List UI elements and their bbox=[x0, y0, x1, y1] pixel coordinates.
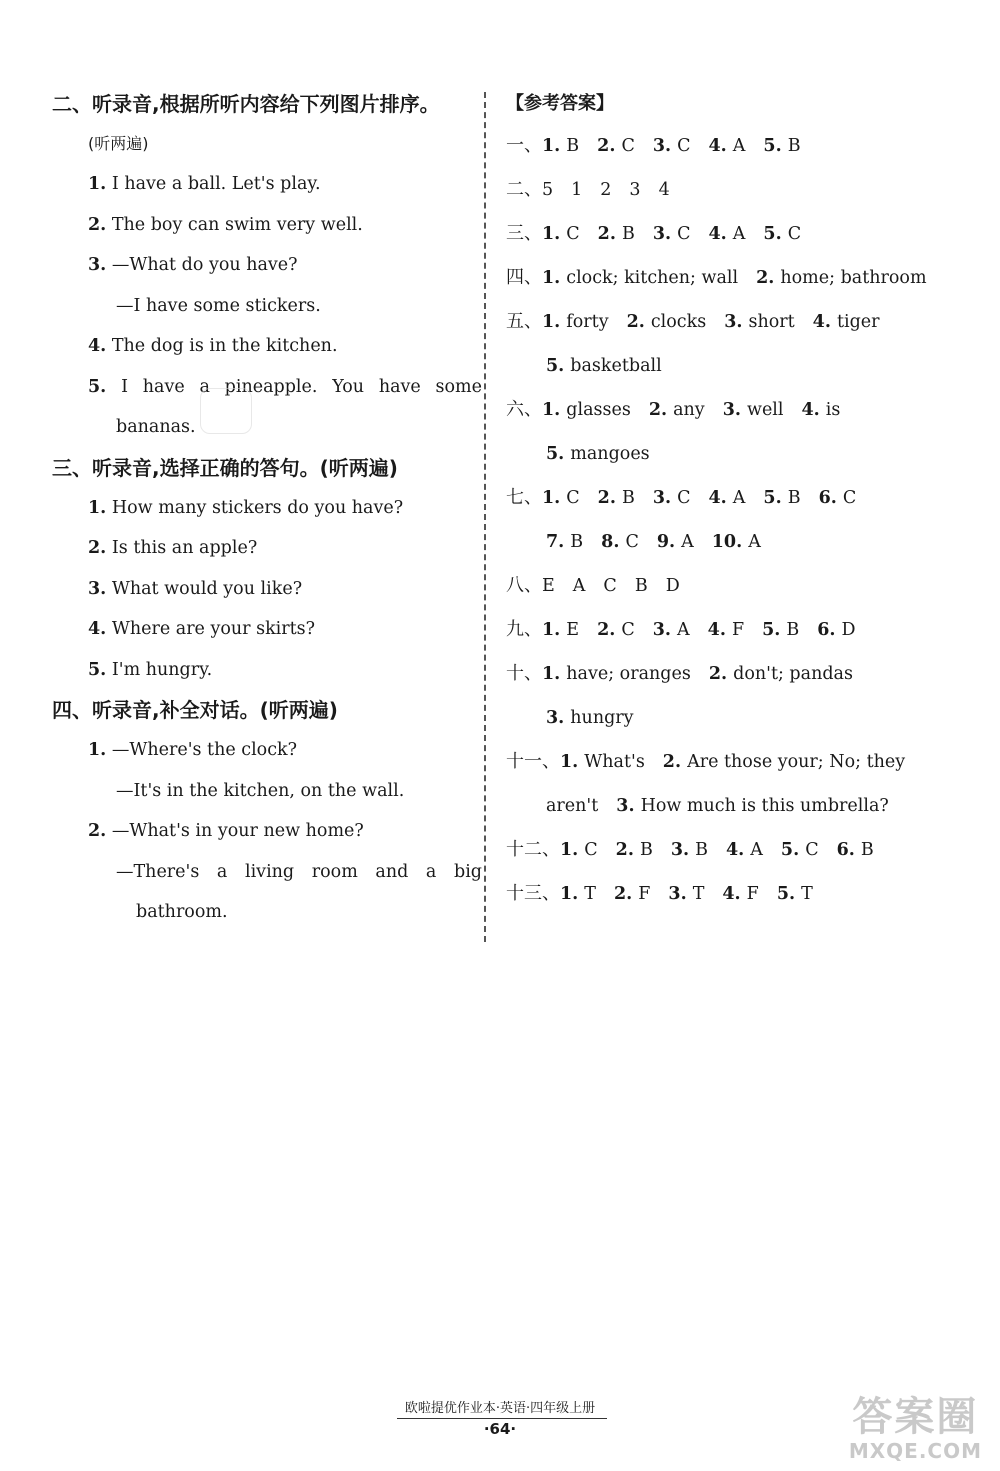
answer-value: B bbox=[621, 224, 635, 244]
answer-value: A bbox=[750, 840, 763, 860]
answer-item bbox=[653, 476, 691, 520]
section-2-note: (听两遍) bbox=[88, 134, 149, 153]
answer-number: 1. bbox=[560, 884, 579, 904]
item-number: 5. bbox=[88, 376, 107, 397]
footer-rule bbox=[397, 1418, 607, 1419]
answer-row bbox=[506, 740, 976, 784]
section-3-items bbox=[52, 488, 482, 691]
script-text: The boy can swim very well. bbox=[111, 214, 363, 235]
answer-number: 3. bbox=[652, 620, 672, 640]
answer-item bbox=[762, 608, 799, 652]
answer-item bbox=[726, 828, 763, 872]
answer-item bbox=[560, 740, 645, 784]
answer-number: 1. bbox=[542, 400, 561, 420]
answer-item bbox=[601, 520, 639, 564]
answer-section-label: 六、 bbox=[506, 399, 542, 420]
section-3-heading: 三、听录音,选择正确的答句。(听两遍) bbox=[52, 455, 398, 480]
answer-value: C bbox=[566, 224, 580, 244]
script-line bbox=[52, 245, 482, 286]
answer-value: T bbox=[692, 884, 705, 904]
answer-number: 3. bbox=[616, 796, 635, 816]
item-number: 2. bbox=[88, 538, 107, 558]
answer-number: 4. bbox=[725, 840, 745, 860]
answer-number: 2. bbox=[756, 268, 775, 288]
watermark-bottom-text: MXQE.COM bbox=[848, 1439, 982, 1463]
answer-number: 6. bbox=[818, 488, 837, 508]
answer-value: B bbox=[695, 840, 708, 860]
answer-item bbox=[542, 168, 553, 212]
answer-value: mangoes bbox=[570, 444, 650, 464]
answer-item bbox=[819, 476, 857, 520]
answer-value: A bbox=[677, 620, 690, 640]
answer-number: 1. bbox=[542, 224, 561, 244]
answer-number: 3. bbox=[668, 884, 687, 904]
script-text: —I have some stickers. bbox=[116, 295, 321, 316]
answer-value: B bbox=[786, 620, 800, 640]
answer-item bbox=[709, 124, 746, 168]
answer-number: 3. bbox=[546, 708, 565, 728]
answer-number: 1. bbox=[560, 752, 579, 772]
answer-value: C bbox=[625, 532, 639, 552]
answer-item bbox=[629, 168, 640, 212]
answer-item bbox=[781, 828, 819, 872]
script-text: —Where's the clock? bbox=[111, 740, 297, 760]
item-number: 2. bbox=[88, 821, 107, 841]
script-line bbox=[52, 488, 482, 529]
answer-value: E bbox=[566, 620, 580, 640]
answer-item bbox=[598, 476, 635, 520]
section-4-heading: 四、听录音,补全对话。(听两遍) bbox=[52, 698, 338, 722]
answer-section-label: 八、 bbox=[506, 575, 542, 596]
answer-number: 4. bbox=[722, 884, 741, 904]
answer-number: 1. bbox=[542, 620, 561, 640]
answer-item bbox=[542, 564, 555, 608]
script-text: I have a pineapple. You have some bbox=[121, 376, 482, 397]
answer-item bbox=[614, 872, 650, 916]
script-line bbox=[52, 205, 482, 246]
page-number: ·64· bbox=[483, 1420, 517, 1438]
script-text: Where are your skirts? bbox=[111, 619, 316, 639]
answer-number: 5. bbox=[546, 356, 565, 376]
answer-item bbox=[573, 564, 586, 608]
answer-number: 1. bbox=[542, 268, 561, 288]
item-number: 2. bbox=[88, 214, 107, 235]
answer-row bbox=[506, 300, 976, 344]
answer-item bbox=[763, 124, 800, 168]
answer-row bbox=[506, 652, 976, 696]
answer-value: B bbox=[621, 488, 635, 508]
answer-value: B bbox=[566, 136, 580, 156]
item-number: 4. bbox=[88, 619, 107, 639]
item-number: 3. bbox=[88, 578, 107, 599]
answer-item bbox=[635, 564, 648, 608]
section-4-items bbox=[52, 730, 482, 933]
answer-row bbox=[506, 872, 976, 916]
answer-item bbox=[542, 476, 580, 520]
answer-item bbox=[657, 520, 694, 564]
answer-number: 2. bbox=[615, 840, 634, 860]
answer-number: 4. bbox=[812, 312, 831, 332]
script-text: What would you like? bbox=[111, 578, 303, 599]
answer-number: 2. bbox=[597, 488, 616, 508]
answer-value: well bbox=[746, 400, 784, 420]
answer-value: 3 bbox=[629, 180, 641, 200]
answer-item bbox=[546, 784, 598, 828]
answer-item bbox=[709, 652, 853, 696]
answer-item bbox=[560, 828, 598, 872]
answer-row bbox=[506, 828, 976, 872]
item-number: 4. bbox=[88, 336, 107, 356]
answer-item bbox=[649, 388, 705, 432]
answer-item bbox=[616, 828, 653, 872]
answer-key-column bbox=[506, 84, 976, 916]
answer-item bbox=[712, 520, 761, 564]
answer-item bbox=[813, 300, 880, 344]
answer-number: 5. bbox=[763, 136, 782, 156]
answer-item bbox=[653, 212, 691, 256]
answer-value: don't; pandas bbox=[733, 664, 853, 684]
answer-number: 2. bbox=[613, 884, 633, 904]
answer-number: 5. bbox=[776, 884, 796, 904]
answer-number: 2. bbox=[708, 664, 728, 684]
answer-item bbox=[837, 828, 874, 872]
script-line bbox=[52, 326, 482, 367]
answer-value: F bbox=[746, 884, 759, 904]
answer-value: 1 bbox=[571, 180, 583, 200]
answer-section-label: 十、 bbox=[506, 663, 542, 684]
answer-number: 1. bbox=[560, 840, 579, 860]
answer-item bbox=[663, 740, 905, 784]
answer-number: 3. bbox=[652, 224, 672, 244]
answer-value: is bbox=[825, 400, 841, 420]
answer-number: 3. bbox=[652, 488, 672, 508]
answer-section-label: 二、 bbox=[506, 179, 542, 200]
answer-item bbox=[546, 432, 650, 476]
answer-item bbox=[560, 872, 596, 916]
answer-number: 9. bbox=[656, 532, 676, 552]
answer-section-label: 十二、 bbox=[506, 839, 560, 860]
answer-value: What's bbox=[584, 752, 645, 772]
answer-number: 3. bbox=[652, 136, 672, 156]
answer-value: B bbox=[787, 488, 801, 508]
answer-row bbox=[506, 696, 976, 740]
script-text: —What do you have? bbox=[111, 255, 298, 275]
answer-value: C bbox=[677, 224, 691, 244]
answer-item bbox=[763, 212, 801, 256]
answer-value: B bbox=[860, 840, 874, 860]
script-line-continued bbox=[52, 892, 482, 933]
script-text: How many stickers do you have? bbox=[111, 497, 404, 518]
section-2-heading: 二、听录音,根据所听内容给下列图片排序。 bbox=[52, 92, 440, 116]
answer-number: 10. bbox=[711, 532, 743, 552]
answer-value: C bbox=[621, 136, 635, 156]
answer-item bbox=[708, 608, 744, 652]
answer-item bbox=[542, 652, 691, 696]
answer-number: 4. bbox=[708, 136, 727, 156]
answer-value: A bbox=[732, 136, 746, 156]
answer-row bbox=[506, 476, 976, 520]
answer-value: 2 bbox=[600, 180, 612, 200]
script-text: —There's a living room and a big bbox=[116, 861, 482, 882]
answer-row bbox=[506, 344, 976, 388]
answer-section-label: 十一、 bbox=[506, 751, 560, 772]
script-line-continued bbox=[52, 852, 482, 893]
answer-item bbox=[817, 608, 855, 652]
answer-item bbox=[542, 256, 738, 300]
answer-value: A bbox=[681, 532, 694, 552]
script-line bbox=[52, 569, 482, 610]
answer-number: 2. bbox=[597, 224, 616, 244]
item-number: 3. bbox=[88, 255, 107, 275]
answer-item bbox=[542, 300, 609, 344]
answer-value: T bbox=[801, 884, 813, 904]
answer-number: 6. bbox=[817, 620, 836, 640]
answer-item bbox=[722, 872, 758, 916]
answer-value: A bbox=[748, 532, 761, 552]
column-divider bbox=[484, 92, 486, 942]
answer-item bbox=[571, 168, 582, 212]
answer-number: 4. bbox=[708, 488, 727, 508]
answer-item bbox=[600, 168, 611, 212]
answer-item bbox=[603, 564, 616, 608]
answer-number: 2. bbox=[597, 620, 616, 640]
answer-rows bbox=[506, 124, 976, 916]
answer-section-label: 十三、 bbox=[506, 883, 560, 904]
answer-item bbox=[659, 168, 670, 212]
answer-value: E bbox=[542, 576, 555, 596]
answer-row bbox=[506, 608, 976, 652]
footer-book-title: 欧啦提优作业本·英语·四年级上册 bbox=[404, 1401, 596, 1416]
answer-item bbox=[597, 608, 635, 652]
script-line-continued bbox=[52, 771, 482, 812]
answer-item bbox=[597, 124, 635, 168]
script-line bbox=[52, 164, 482, 205]
item-number: 1. bbox=[88, 174, 107, 194]
answer-section-label: 七、 bbox=[506, 487, 542, 508]
answer-item bbox=[546, 344, 662, 388]
script-text: The dog is in the kitchen. bbox=[111, 336, 338, 356]
listening-script-column bbox=[52, 84, 482, 933]
answer-item bbox=[666, 564, 680, 608]
answer-number: 2. bbox=[626, 312, 645, 332]
answer-value: any bbox=[673, 400, 705, 420]
answer-number: 4. bbox=[801, 400, 820, 420]
script-text: Is this an apple? bbox=[111, 538, 258, 558]
answer-item bbox=[542, 388, 631, 432]
answer-item bbox=[724, 300, 794, 344]
answer-value: B bbox=[634, 576, 648, 596]
answer-number: 3. bbox=[724, 312, 743, 332]
script-text: bananas. bbox=[116, 417, 196, 437]
item-number: 5. bbox=[88, 659, 107, 680]
answer-section-label: 五、 bbox=[506, 311, 542, 332]
answer-number: 8. bbox=[601, 532, 620, 552]
answer-value: Are those your; No; they bbox=[687, 752, 906, 772]
answer-value: C bbox=[677, 488, 691, 508]
faint-stamp-mark bbox=[200, 388, 252, 434]
answer-value: C bbox=[787, 224, 802, 244]
answer-value: D bbox=[841, 620, 856, 640]
answer-value: C bbox=[621, 620, 635, 640]
answer-value: C bbox=[584, 840, 598, 860]
answer-value: home; bathroom bbox=[780, 268, 927, 288]
answer-number: 5. bbox=[763, 488, 782, 508]
answer-number: 5. bbox=[546, 444, 565, 464]
answer-number: 2. bbox=[662, 752, 682, 772]
answer-value: 5 bbox=[542, 180, 554, 200]
answer-key-title: 【参考答案】 bbox=[506, 93, 614, 114]
watermark-logo bbox=[849, 1395, 982, 1463]
answer-section-label: 九、 bbox=[506, 619, 542, 640]
answer-row bbox=[506, 432, 976, 476]
answer-item bbox=[723, 388, 784, 432]
answer-item bbox=[616, 784, 889, 828]
answer-item bbox=[709, 212, 746, 256]
answer-row bbox=[506, 388, 976, 432]
answer-number: 4. bbox=[707, 620, 726, 640]
answer-row bbox=[506, 520, 976, 564]
answer-number: 1. bbox=[542, 312, 561, 332]
script-line bbox=[52, 609, 482, 650]
answer-item bbox=[763, 476, 800, 520]
answer-value: A bbox=[572, 576, 586, 596]
answer-row bbox=[506, 784, 976, 828]
answer-value: A bbox=[732, 488, 746, 508]
answer-item bbox=[598, 212, 635, 256]
answer-item bbox=[756, 256, 926, 300]
watermark-top-text: 答案圈 bbox=[852, 1394, 979, 1440]
script-text: I have a ball. Let's play. bbox=[111, 174, 321, 194]
answer-value: T bbox=[584, 884, 596, 904]
script-text: bathroom. bbox=[136, 902, 228, 922]
script-text: I'm hungry. bbox=[111, 659, 213, 680]
answer-number: 5. bbox=[780, 840, 800, 860]
script-line bbox=[52, 528, 482, 569]
answer-value: aren't bbox=[546, 796, 599, 816]
answer-value: short bbox=[748, 312, 795, 332]
answer-value: have; oranges bbox=[566, 664, 691, 684]
answer-value: clocks bbox=[650, 312, 707, 332]
answer-number: 7. bbox=[546, 532, 565, 552]
answer-value: C bbox=[677, 136, 691, 156]
answer-item bbox=[709, 476, 746, 520]
answer-section-label: 一、 bbox=[506, 135, 542, 156]
answer-number: 6. bbox=[836, 840, 855, 860]
answer-value: tiger bbox=[836, 312, 880, 332]
script-line bbox=[52, 811, 482, 852]
answer-number: 1. bbox=[542, 136, 561, 156]
answer-number: 5. bbox=[762, 620, 781, 640]
script-line bbox=[52, 367, 482, 408]
answer-number: 2. bbox=[597, 136, 616, 156]
answer-value: C bbox=[566, 488, 580, 508]
script-text: —What's in your new home? bbox=[111, 821, 364, 841]
answer-section-label: 四、 bbox=[506, 267, 542, 288]
answer-value: B bbox=[787, 136, 801, 156]
answer-row bbox=[506, 564, 976, 608]
answer-number: 5. bbox=[763, 224, 782, 244]
answer-value: C bbox=[842, 488, 857, 508]
answer-value: forty bbox=[566, 312, 609, 332]
answer-item bbox=[542, 608, 579, 652]
answer-number: 1. bbox=[542, 488, 561, 508]
answer-item bbox=[546, 696, 634, 740]
answer-value: basketball bbox=[570, 356, 662, 376]
answer-item bbox=[653, 124, 691, 168]
answer-value: F bbox=[731, 620, 745, 640]
answer-value: C bbox=[805, 840, 819, 860]
script-line-continued bbox=[52, 286, 482, 327]
answer-item bbox=[546, 520, 583, 564]
answer-row bbox=[506, 212, 976, 256]
answer-value: B bbox=[570, 532, 584, 552]
answer-value: glasses bbox=[566, 400, 631, 420]
script-line-continued bbox=[52, 407, 482, 448]
answer-item bbox=[802, 388, 841, 432]
item-number: 1. bbox=[88, 497, 107, 518]
answer-item bbox=[627, 300, 707, 344]
answer-row bbox=[506, 256, 976, 300]
answer-section-label: 三、 bbox=[506, 223, 542, 244]
answer-item bbox=[671, 828, 708, 872]
answer-value: D bbox=[665, 576, 680, 596]
answer-item bbox=[668, 872, 704, 916]
answer-value: hungry bbox=[570, 708, 634, 728]
answer-value: 4 bbox=[658, 180, 670, 200]
answer-number: 3. bbox=[722, 400, 741, 420]
script-line bbox=[52, 730, 482, 771]
script-text: —It's in the kitchen, on the wall. bbox=[116, 780, 405, 801]
answer-item bbox=[777, 872, 813, 916]
answer-value: How much is this umbrella? bbox=[640, 796, 889, 816]
answer-row bbox=[506, 124, 976, 168]
answer-number: 3. bbox=[670, 840, 690, 860]
answer-number: 2. bbox=[648, 400, 668, 420]
answer-value: B bbox=[639, 840, 653, 860]
answer-item bbox=[542, 124, 579, 168]
answer-value: A bbox=[732, 224, 746, 244]
answer-value: C bbox=[603, 576, 617, 596]
item-number: 1. bbox=[88, 740, 107, 760]
answer-value: F bbox=[638, 884, 651, 904]
script-line bbox=[52, 650, 482, 691]
answer-item bbox=[542, 212, 580, 256]
answer-item bbox=[653, 608, 690, 652]
answer-number: 1. bbox=[542, 664, 561, 684]
answer-row bbox=[506, 168, 976, 212]
answer-value: clock; kitchen; wall bbox=[566, 268, 739, 288]
section-2-items bbox=[52, 164, 482, 448]
answer-number: 4. bbox=[708, 224, 727, 244]
